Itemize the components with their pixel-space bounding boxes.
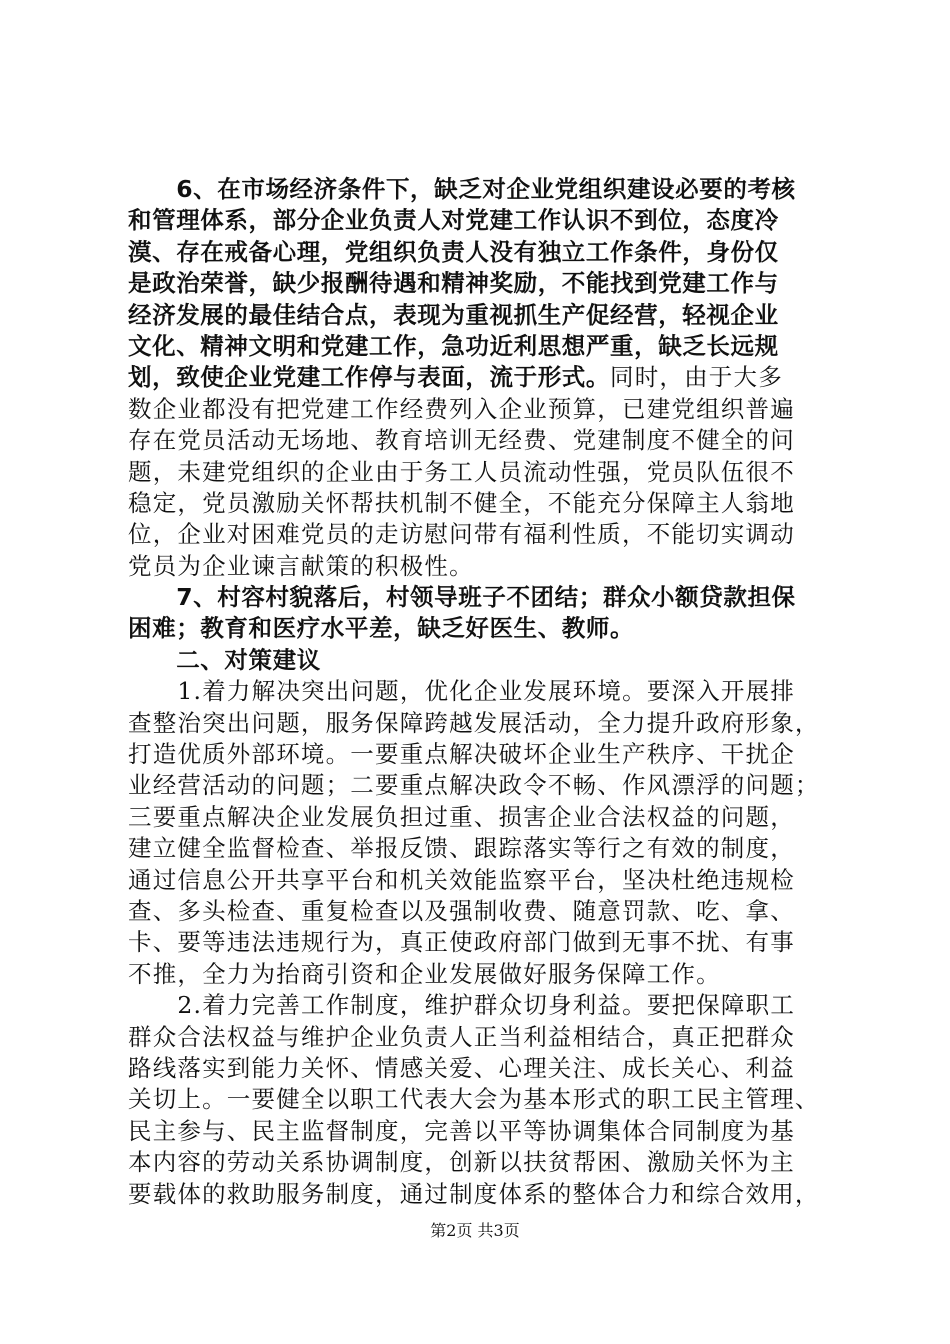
paragraph-line: 群众合法权益与维护企业负责人正当利益相结合，真正把群众 bbox=[128, 1022, 795, 1051]
paragraph-line: 业经营活动的问题；二要重点解决政令不畅、作风漂浮的问题； bbox=[128, 771, 820, 800]
line-segment-regular: 同时，由于大多 bbox=[610, 363, 783, 392]
paragraph-line: 7、村容村貌落后，村领导班子不团结；群众小额贷款担保 bbox=[128, 583, 796, 612]
paragraph-line: 稳定，党员激励关怀帮扶机制不健全，不能充分保障主人翁地 bbox=[128, 488, 795, 517]
paragraph-line: 关切上。一要健全以职工代表大会为基本形式的职工民主管理、 bbox=[128, 1085, 820, 1114]
paragraph-line: 要载体的救助服务制度，通过制度体系的整体合力和综合效用， bbox=[128, 1179, 820, 1208]
paragraph-line: 党员为企业谏言献策的积极性。 bbox=[128, 551, 474, 580]
paragraph-line: 建立健全监督检查、举报反馈、跟踪落实等行之有效的制度， bbox=[128, 834, 795, 863]
paragraph-line: 困难；教育和医疗水平差，缺乏好医生、教师。 bbox=[128, 614, 635, 643]
paragraph-line: 漠、存在戒备心理，党组织负责人没有独立工作条件，身份仅 bbox=[128, 237, 779, 266]
paragraph-line: 通过信息公开共享平台和机关效能监察平台，坚决杜绝违规检 bbox=[128, 865, 795, 894]
paragraph-line: 文化、精神文明和党建工作，急功近利思想严重，缺乏长远规 bbox=[128, 331, 779, 360]
paragraph-line: 位，企业对困难党员的走访慰问带有福利性质，不能切实调动 bbox=[128, 520, 795, 549]
paragraph-line: 2.着力完善工作制度，维护群众切身利益。要把保障职工 bbox=[128, 991, 796, 1020]
paragraph-line: 民主参与、民主监督制度，完善以平等协调集体合同制度为基 bbox=[128, 1116, 795, 1145]
paragraph-line: 1.着力解决突出问题，优化企业发展环境。要深入开展排 bbox=[128, 677, 796, 706]
paragraph-line: 卡、要等违法违规行为，真正使政府部门做到无事不扰、有事 bbox=[128, 928, 795, 957]
paragraph-line: 不推，全力为抬商引资和企业发展做好服务保障工作。 bbox=[128, 959, 721, 988]
page-footer: 第2页 共3页 bbox=[430, 1221, 520, 1240]
paragraph-line: 是政治荣誉，缺少报酬待遇和精神奖励，不能找到党建工作与 bbox=[128, 269, 779, 298]
paragraph-line: 题，未建党组织的企业由于务工人员流动性强，党员队伍很不 bbox=[128, 457, 795, 486]
body-text bbox=[128, 174, 834, 1210]
paragraph-line: 存在党员活动无场地、教育培训无经费、党建制度不健全的问 bbox=[128, 426, 795, 455]
paragraph-line: 经济发展的最佳结合点，表现为重视抓生产促经营，轻视企业 bbox=[128, 300, 779, 329]
line-segment-bold: 划，致使企业党建工作停与表面，流于形式。 bbox=[128, 363, 610, 392]
paragraph-line bbox=[128, 362, 834, 393]
paragraph-line: 三要重点解决企业发展负担过重、损害企业合法权益的问题， bbox=[128, 802, 795, 831]
paragraph-line: 路线落实到能力关怀、情感关爱、心理关注、成长关心、利益 bbox=[128, 1053, 795, 1082]
paragraph-line: 和管理体系，部分企业负责人对党建工作认识不到位，态度冷 bbox=[128, 206, 779, 235]
paragraph-line: 6、在市场经济条件下，缺乏对企业党组织建设必要的考核 bbox=[128, 175, 796, 203]
paragraph-line: 查、多头检查、重复检查以及强制收费、随意罚款、吃、拿、 bbox=[128, 896, 795, 925]
paragraph-line: 查整治突出问题，服务保障跨越发展活动，全力提升政府形象， bbox=[128, 708, 820, 737]
paragraph-line: 打造优质外部环境。一要重点解决破坏企业生产秩序、干扰企 bbox=[128, 740, 795, 769]
paragraph-line: 数企业都没有把党建工作经费列入企业预算，已建党组织普遍 bbox=[128, 394, 795, 423]
paragraph-line: 本内容的劳动关系协调制度，创新以扶贫帮困、激励关怀为主 bbox=[128, 1148, 795, 1177]
section-heading: 二、对策建议 bbox=[128, 645, 321, 674]
